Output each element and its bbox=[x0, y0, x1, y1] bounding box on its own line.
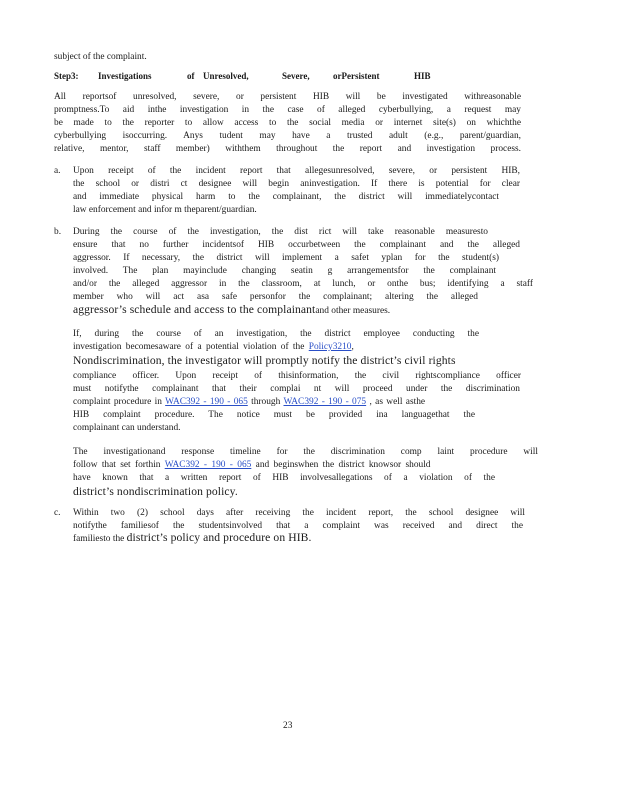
text-line: All reportsof unresolved, severe, or persistent HIB will be investigated withreasonable bbox=[54, 92, 521, 102]
heading-word: HIB bbox=[414, 71, 431, 81]
list-marker: b. bbox=[54, 227, 62, 237]
enlarged-text: district’s policy and procedure on HIB. bbox=[126, 531, 312, 544]
text-line: If, during the course of an investigation, the district employee conducting the bbox=[73, 329, 479, 339]
text-line: and/or the alleged aggressor in the classroom, at lunch, or onthe bus; identifying a staff bbox=[73, 279, 533, 289]
wac-392-190-065-link[interactable]: WAC392 - 190 - 065 bbox=[164, 460, 252, 470]
intro-line: subject of the complaint. bbox=[54, 52, 147, 62]
step-label: Step3: bbox=[54, 71, 79, 81]
text-line bbox=[73, 532, 312, 544]
text-line: promptness.To aid inthe investigation in the case of alleged cyberbullying, a request may bbox=[54, 105, 521, 115]
enlarged-text: Nondiscrimination, the investigator will promptly notify the district’s civil rights bbox=[73, 354, 456, 367]
text-line: notifythe familiesof the studentsinvolved that a complaint was received and direct the bbox=[73, 521, 523, 531]
text-line: Within two (2) school days after receiving the incident report, the school designee will bbox=[73, 508, 525, 518]
enlarged-text: aggressor’s schedule and access to the complainant bbox=[73, 303, 316, 316]
text-line: Upon receipt of the incident report that allegesunresolved, severe, or persistent HIB, bbox=[73, 166, 520, 176]
heading-word: Severe, bbox=[282, 71, 310, 81]
text-line bbox=[73, 341, 354, 353]
text-fragment: follow that set forthin bbox=[73, 460, 161, 470]
text-line bbox=[73, 304, 390, 316]
policy-3210-link[interactable]: Policy3210 bbox=[308, 342, 352, 352]
heading-word: of bbox=[187, 71, 195, 81]
heading-word: Unresolved, bbox=[203, 71, 249, 81]
text-fragment: through bbox=[251, 397, 281, 407]
text-line: ensure that no further incidentsof HIB occurbetween the complainant and the alleged bbox=[73, 240, 520, 250]
list-marker: a. bbox=[54, 166, 61, 176]
text-fragment: , bbox=[351, 342, 354, 352]
text-line: have known that a written report of HIB involvesallegations of a violation of the bbox=[73, 473, 495, 483]
text-line: aggressor. If necessary, the district will implement a safet yplan for the student(s) bbox=[73, 253, 499, 263]
text-line: HIB complaint procedure. The notice must be provided ina languagethat the bbox=[73, 410, 475, 420]
text-line: must notifythe complainant that their complai nt will proceed under the discrimination bbox=[73, 384, 520, 394]
wac-392-190-065-link[interactable]: WAC392 - 190 - 065 bbox=[165, 397, 248, 407]
text-line: be made to the reporter to allow access to the social media or internet site(s) on whichthe bbox=[54, 118, 521, 128]
text-line: During the course of the investigation, the dist rict will take reasonable measuresto bbox=[73, 227, 488, 237]
heading-word: Investigations bbox=[98, 71, 152, 81]
text-fragment: , as well asthe bbox=[369, 397, 426, 407]
text-line: member who will act asa safe personfor the complainant; altering the alleged bbox=[73, 292, 478, 302]
text-fragment: and beginswhen the district knowsor should bbox=[255, 460, 431, 470]
list-marker: c. bbox=[54, 508, 61, 518]
wac-392-190-075-link[interactable]: WAC392 - 190 - 075 bbox=[283, 397, 367, 407]
page-number: 23 bbox=[283, 721, 293, 731]
heading-word: orPersistent bbox=[333, 71, 380, 81]
text-fragment: and other measures. bbox=[315, 306, 391, 316]
text-line bbox=[73, 396, 425, 408]
text-line: involved. The plan mayinclude changing seatin g arrangementsfor the complainant bbox=[73, 266, 496, 276]
text-line bbox=[73, 459, 431, 471]
text-line: and immediate physical harm to the complainant, the district will immediatelycontact bbox=[73, 192, 499, 202]
text-line: complainant can understand. bbox=[73, 423, 181, 433]
text-line: cyberbullying isoccurring. Anys tudent may have a trusted adult (e.g., parent/guardian, bbox=[54, 131, 521, 141]
text-fragment: investigation becomesaware of a potential violation of the bbox=[73, 342, 305, 352]
text-line: relative, mentor, staff member) withthem throughout the report and investigation process. bbox=[54, 144, 521, 154]
enlarged-text: district’s nondiscrimination policy. bbox=[73, 485, 238, 498]
text-line: law enforcement and infor m theparent/guardian. bbox=[73, 205, 257, 215]
text-line: the school or distri ct designee will begin aninvestigation. If there is potential for clear bbox=[73, 179, 520, 189]
text-line: The investigationand response timeline for the discrimination comp laint procedure will bbox=[73, 447, 538, 457]
text-fragment: complaint procedure in bbox=[73, 397, 162, 407]
text-fragment: familiesto the bbox=[73, 534, 125, 544]
text-line: compliance officer. Upon receipt of thisinformation, the civil rightscompliance officer bbox=[73, 371, 521, 381]
